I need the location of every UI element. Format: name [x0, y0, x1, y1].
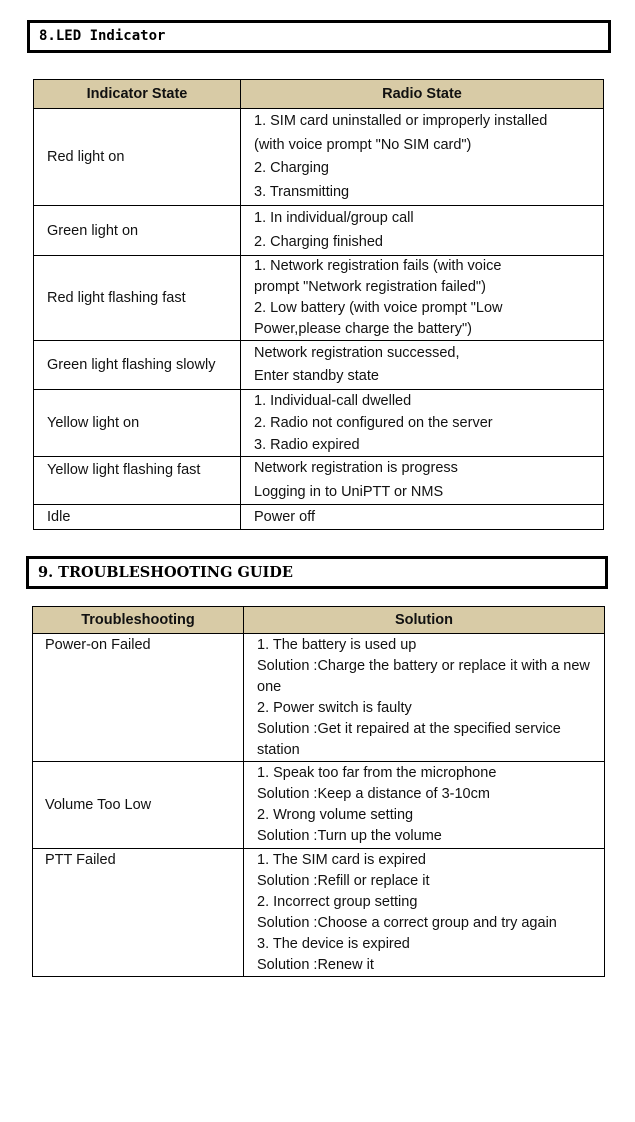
troubleshooting-table: [32, 606, 605, 977]
radio-state-line: prompt "Network registration failed"): [254, 279, 486, 295]
radio-state-line: Logging in to UniPTT or NMS: [254, 483, 444, 500]
solution-cell: [244, 634, 605, 762]
radio-state-cell: [241, 109, 604, 206]
radio-state-line: 2. Charging finished: [254, 233, 383, 250]
led-row-green-light-flashing-slowly: [34, 341, 604, 390]
troubleshooting-row-volume-too-low: [33, 762, 605, 849]
solution-line: Solution :Keep a distance of 3-10cm: [257, 786, 490, 802]
led-row-idle: [34, 505, 604, 530]
radio-state-line: 1. Individual-call dwelled: [254, 393, 412, 409]
led-table-header-row: [34, 80, 604, 109]
indicator-state-cell: Green light on: [34, 206, 241, 256]
solution-line: 2. Wrong volume setting: [257, 807, 414, 823]
indicator-state-cell: Green light flashing slowly: [34, 341, 241, 390]
radio-state-line: (with voice prompt "No SIM card"): [254, 136, 472, 153]
radio-state-line: 2. Low battery (with voice prompt "Low: [254, 300, 503, 316]
radio-state-line: Enter standby state: [254, 368, 379, 384]
radio-state-line: 2. Charging: [254, 160, 329, 176]
solution-line: Solution :Get it repaired at the specified service station: [257, 721, 561, 758]
radio-state-line: Network registration is progress: [254, 460, 458, 476]
radio-state-line: 1. Network registration fails (with voice: [254, 258, 502, 274]
radio-state-cell: [241, 390, 604, 457]
led-row-red-light-on: [34, 109, 604, 206]
radio-state-line: 3. Radio expired: [254, 437, 360, 453]
solution-line: 1. Speak too far from the microphone: [257, 765, 497, 781]
solution-line: 3. The device is expired: [257, 936, 410, 952]
solution-cell: [244, 849, 605, 977]
indicator-state-cell: Yellow light on: [34, 390, 241, 457]
problem-cell: Volume Too Low: [33, 762, 244, 849]
solution-line: 1. The battery is used up: [257, 637, 417, 653]
radio-state-cell: [241, 505, 604, 530]
solution-line: 1. The SIM card is expired: [257, 852, 426, 868]
troubleshooting-section-title: 9. TROUBLESHOOTING GUIDE: [26, 556, 608, 589]
radio-state-line: Network registration successed,: [254, 344, 460, 361]
radio-state-line: 1. In individual/group call: [254, 210, 414, 226]
solution-line: 2. Incorrect group setting: [257, 894, 418, 910]
header-indicator-state: Indicator State: [34, 80, 241, 109]
solution-line: Solution :Refill or replace it: [257, 873, 430, 889]
header-radio-state: Radio State: [241, 80, 604, 109]
radio-state-cell: [241, 256, 604, 341]
solution-cell: [244, 762, 605, 849]
problem-cell: PTT Failed: [33, 849, 244, 977]
radio-state-cell: [241, 457, 604, 505]
led-row-yellow-light-on: [34, 390, 604, 457]
solution-line: 2. Power switch is faulty: [257, 700, 412, 716]
radio-state-line: 2. Radio not configured on the server: [254, 415, 493, 431]
radio-state-line: 3. Transmitting: [254, 183, 350, 200]
solution-line: Solution :Renew it: [257, 957, 374, 973]
troubleshooting-row-power-on-failed: [33, 634, 605, 762]
led-row-green-light-on: [34, 206, 604, 256]
radio-state-line: Power,please charge the battery"): [254, 321, 472, 337]
radio-state-line: 1. SIM card uninstalled or improperly installed: [254, 113, 548, 129]
problem-cell: Power-on Failed: [33, 634, 244, 762]
troubleshooting-header-row: [33, 607, 605, 634]
radio-state-cell: [241, 206, 604, 256]
solution-line: Solution :Turn up the volume: [257, 828, 442, 844]
indicator-state-cell: Red light on: [34, 109, 241, 206]
led-row-yellow-light-flashing-fast: [34, 457, 604, 505]
radio-state-cell: [241, 341, 604, 390]
radio-state-line: Power off: [254, 509, 315, 525]
indicator-state-cell: Yellow light flashing fast: [34, 457, 241, 505]
solution-line: Solution :Charge the battery or replace it with a new one: [257, 658, 590, 695]
led-indicator-section-title: 8.LED Indicator: [27, 20, 611, 53]
header-solution: Solution: [244, 607, 605, 634]
led-row-red-light-flashing-fast: [34, 256, 604, 341]
header-troubleshooting: Troubleshooting: [33, 607, 244, 634]
led-indicator-table: [33, 79, 604, 530]
indicator-state-cell: Idle: [34, 505, 241, 530]
solution-line: Solution :Choose a correct group and try again: [257, 915, 557, 931]
indicator-state-cell: Red light flashing fast: [34, 256, 241, 341]
troubleshooting-row-ptt-failed: [33, 849, 605, 977]
